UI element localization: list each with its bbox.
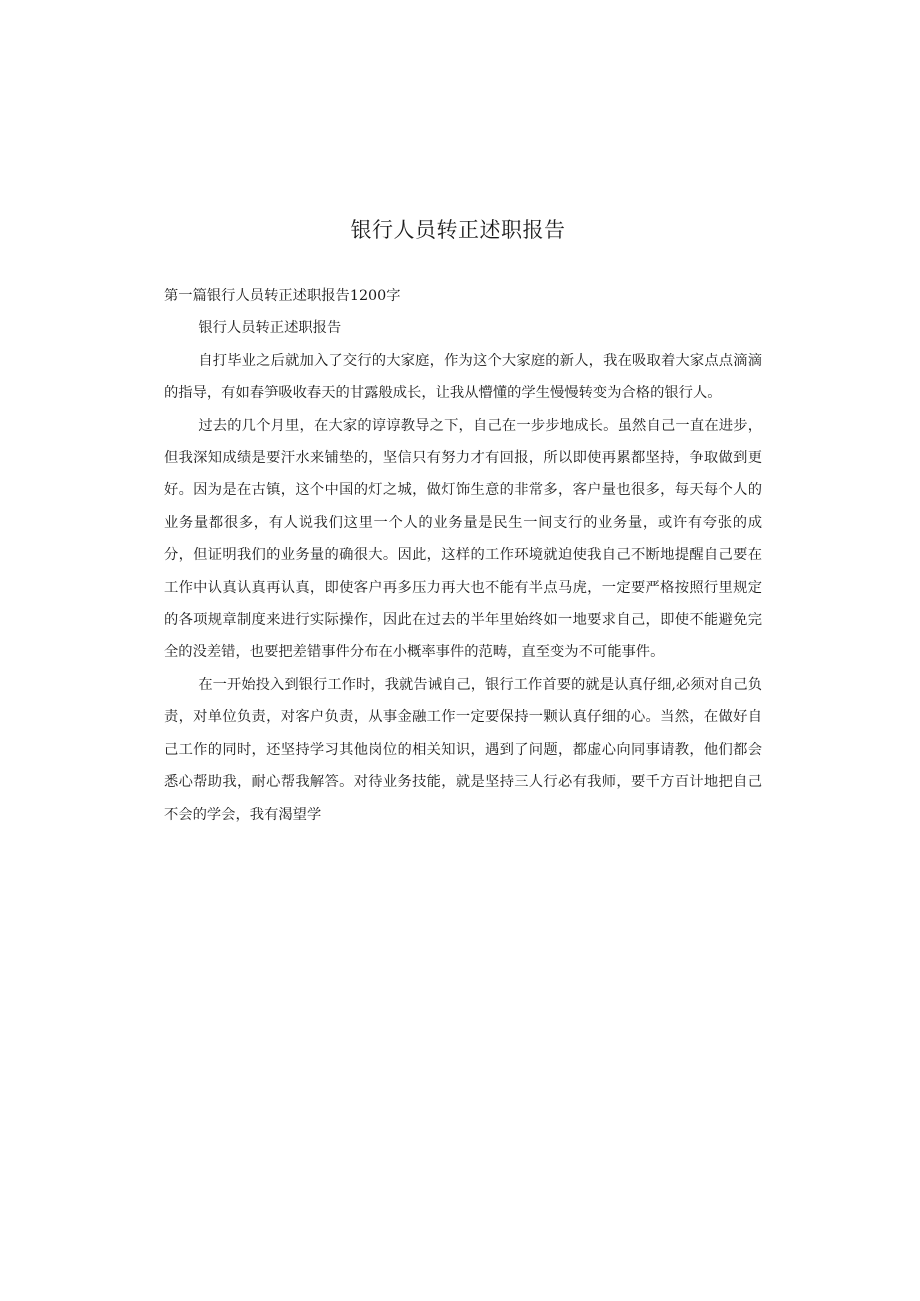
- document-title: 银行人员转正述职报告: [350, 218, 566, 242]
- paragraph-1: 自打毕业之后就加入了交行的大家庭，作为这个大家庭的新人，我在吸取着大家点点滴滴的指导，有如春笋吸收春天的甘露般成长，让我从懵懂的学生慢慢转变为合格的银行人。: [164, 352, 762, 402]
- section-heading: 第一篇银行人员转正述职报告1200字: [164, 288, 401, 304]
- report-title: 银行人员转正述职报告: [198, 320, 342, 337]
- paragraph-3: 在一开始投入到银行工作时，我就告诫自己，银行工作首要的就是认真仔细,必须对自己负责，对单位负责，对客户负责，从事金融工作一定要保持一颗认真仔细的心。当然，在做好自己工作的同时，还坚持学习其他岗位的相关知识，遇到了问题，都虚心向同事请教，他们都会悉心帮助我，耐心帮我解答。对待业务技能，就是坚持三人行必有我师，要千方百计地把自己不会的学会，我有渴望学: [164, 676, 762, 823]
- document-body: [164, 280, 762, 831]
- paragraph-2: 过去的几个月里，在大家的谆谆教导之下，自己在一步步地成长。虽然自己一直在进步，但我深知成绩是要汗水来铺垫的，坚信只有努力才有回报，所以即使再累都坚持，争取做到更好。因为是在古镇，这个中国的灯之城，做灯饰生意的非常多，客户量也很多，每天每个人的业务量都很多，有人说我们这里一个人的业务量是民生一间支行的业务量，或许有夸张的成分，但证明我们的业务量的确很大。因此，这样的工作环境就迫使我自己不断地提醒自己要在工作中认真认真再认真，即使客户再多压力再大也不能有半点马虎，一定要严格按照行里规定的各项规章制度来进行实际操作，因此在过去的半年里始终如一地要求自己，即使不能避免完全的没差错，也要把差错事件分布在小概率事件的范畴，直至变为不可能事件。: [164, 417, 762, 661]
